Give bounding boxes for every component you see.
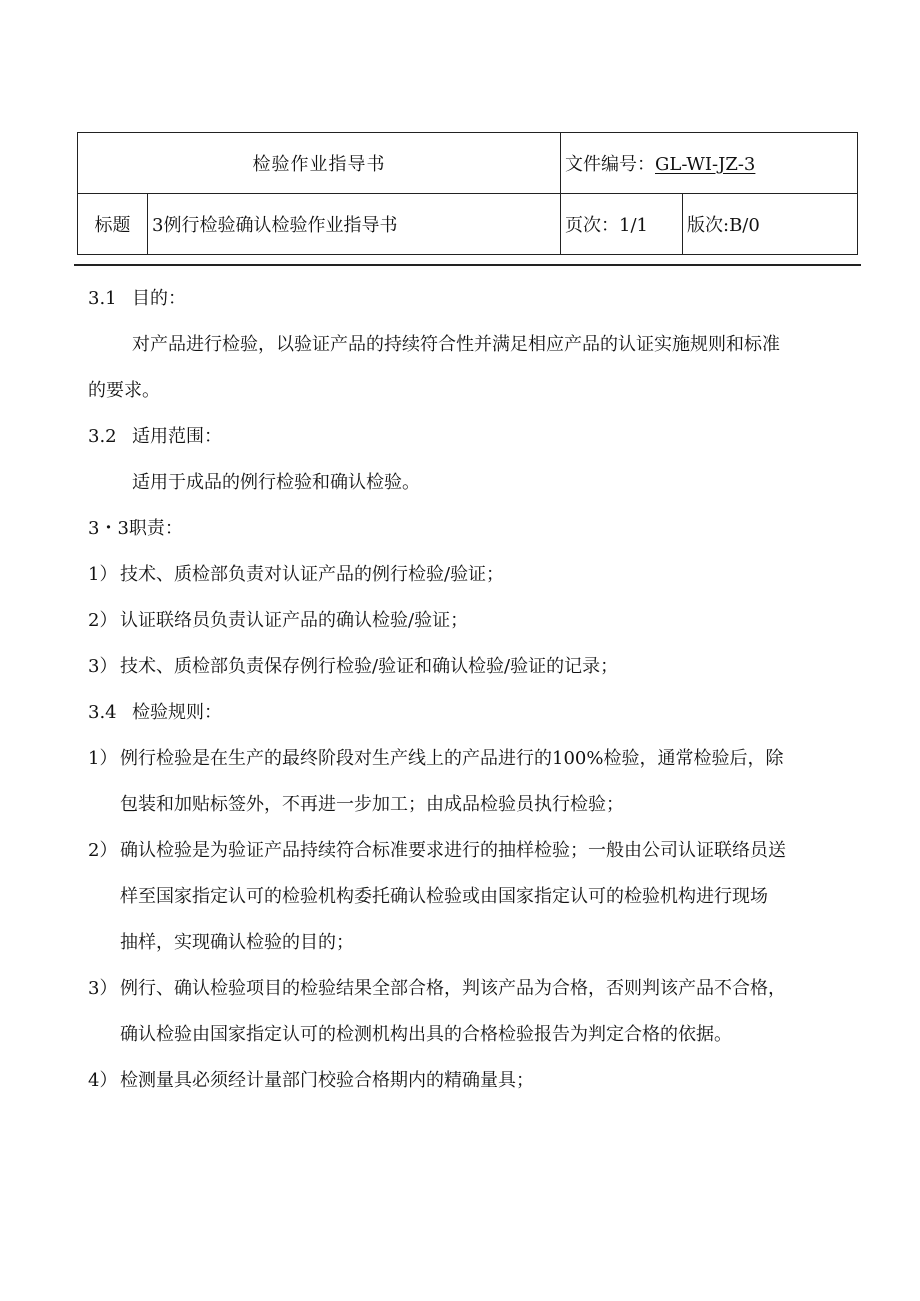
- subject-label: [78, 194, 148, 255]
- list-item-text: 技术、质检部负责保存例行检验/验证和确认检验/验证的记录；: [120, 656, 619, 677]
- section-title: 目的：: [132, 288, 186, 309]
- list-item-label: 3）: [88, 656, 118, 677]
- list-item: [88, 966, 863, 1012]
- document-code: [561, 133, 858, 194]
- list-item-continuation: 样至国家指定认可的检验机构委托确认检验或由国家指定认可的检验机构进行现场: [120, 886, 768, 907]
- section-rules-heading: [88, 690, 863, 736]
- list-item-text: 认证联络员负责认证产品的确认检验/验证；: [120, 610, 469, 631]
- list-item: [88, 598, 863, 644]
- list-item-text: 确认检验是为验证产品持续符合标准要求进行的抽样检验；一般由公司认证联络员送: [120, 840, 786, 861]
- list-item: [88, 1058, 863, 1104]
- document-code-value: GL-WI-JZ-3: [655, 154, 756, 175]
- list-item-text: 检测量具必须经计量部门校验合格期内的精确量具；: [120, 1070, 534, 1091]
- header-divider: [74, 264, 861, 266]
- document-title: [78, 133, 561, 194]
- list-item-continuation: 抽样，实现确认检验的目的；: [120, 932, 354, 953]
- page-count-label: 页次：: [565, 215, 619, 236]
- document-title-text: 检验作业指导书: [252, 154, 386, 175]
- page-count: [561, 194, 683, 255]
- list-item: [88, 828, 863, 874]
- subject-value: [148, 194, 561, 255]
- list-item-label: 3）: [88, 978, 118, 999]
- scope-paragraph: 适用于成品的例行检验和确认检验。: [132, 472, 420, 493]
- section-title: 检验规则：: [132, 702, 222, 723]
- subject-label-text: 标题: [94, 215, 131, 236]
- section-number: 3.4: [88, 702, 117, 723]
- list-item-text: 例行检验是在生产的最终阶段对生产线上的产品进行的100%检验，通常检验后，除: [120, 748, 784, 769]
- document-header-table: [77, 132, 858, 255]
- list-item-label: 4）: [88, 1070, 118, 1091]
- list-item-label: 2）: [88, 610, 118, 631]
- list-item: [88, 736, 863, 782]
- header-row-1: [78, 133, 858, 194]
- list-item-label: 1）: [88, 564, 118, 585]
- section-scope-heading: [88, 414, 863, 460]
- list-item-text: 例行、确认检验项目的检验结果全部合格，判该产品为合格，否则判该产品不合格，: [120, 978, 786, 999]
- page-count-value: 1/1: [619, 215, 648, 236]
- version-value: B/0: [729, 215, 760, 236]
- list-item-continuation: 包装和加贴标签外，不再进一步加工；由成品检验员执行检验；: [120, 794, 624, 815]
- list-item-label: 2）: [88, 840, 118, 861]
- section-responsibility-heading: 3・3职责：: [88, 518, 183, 539]
- purpose-paragraph-line: 对产品进行检验，以验证产品的持续符合性并满足相应产品的认证实施规则和标准: [132, 334, 780, 355]
- purpose-paragraph-line: 的要求。: [88, 380, 160, 401]
- list-item-text: 技术、质检部负责对认证产品的例行检验/验证；: [120, 564, 505, 585]
- section-number: 3.2: [88, 426, 117, 447]
- list-item-label: 1）: [88, 748, 118, 769]
- section-number: 3.1: [88, 288, 117, 309]
- version: [683, 194, 858, 255]
- section-title: 适用范围：: [132, 426, 222, 447]
- header-row-2: [78, 194, 858, 255]
- version-label: 版次:: [687, 215, 730, 236]
- list-item: [88, 552, 863, 598]
- document-code-label: 文件编号：: [565, 154, 655, 175]
- section-purpose-heading: [88, 276, 863, 322]
- document-body: [88, 276, 863, 1104]
- list-item-continuation: 确认检验由国家指定认可的检测机构出具的合格检验报告为判定合格的依据。: [120, 1024, 732, 1045]
- list-item: [88, 644, 863, 690]
- subject-value-text: 3例行检验确认检验作业指导书: [152, 215, 398, 236]
